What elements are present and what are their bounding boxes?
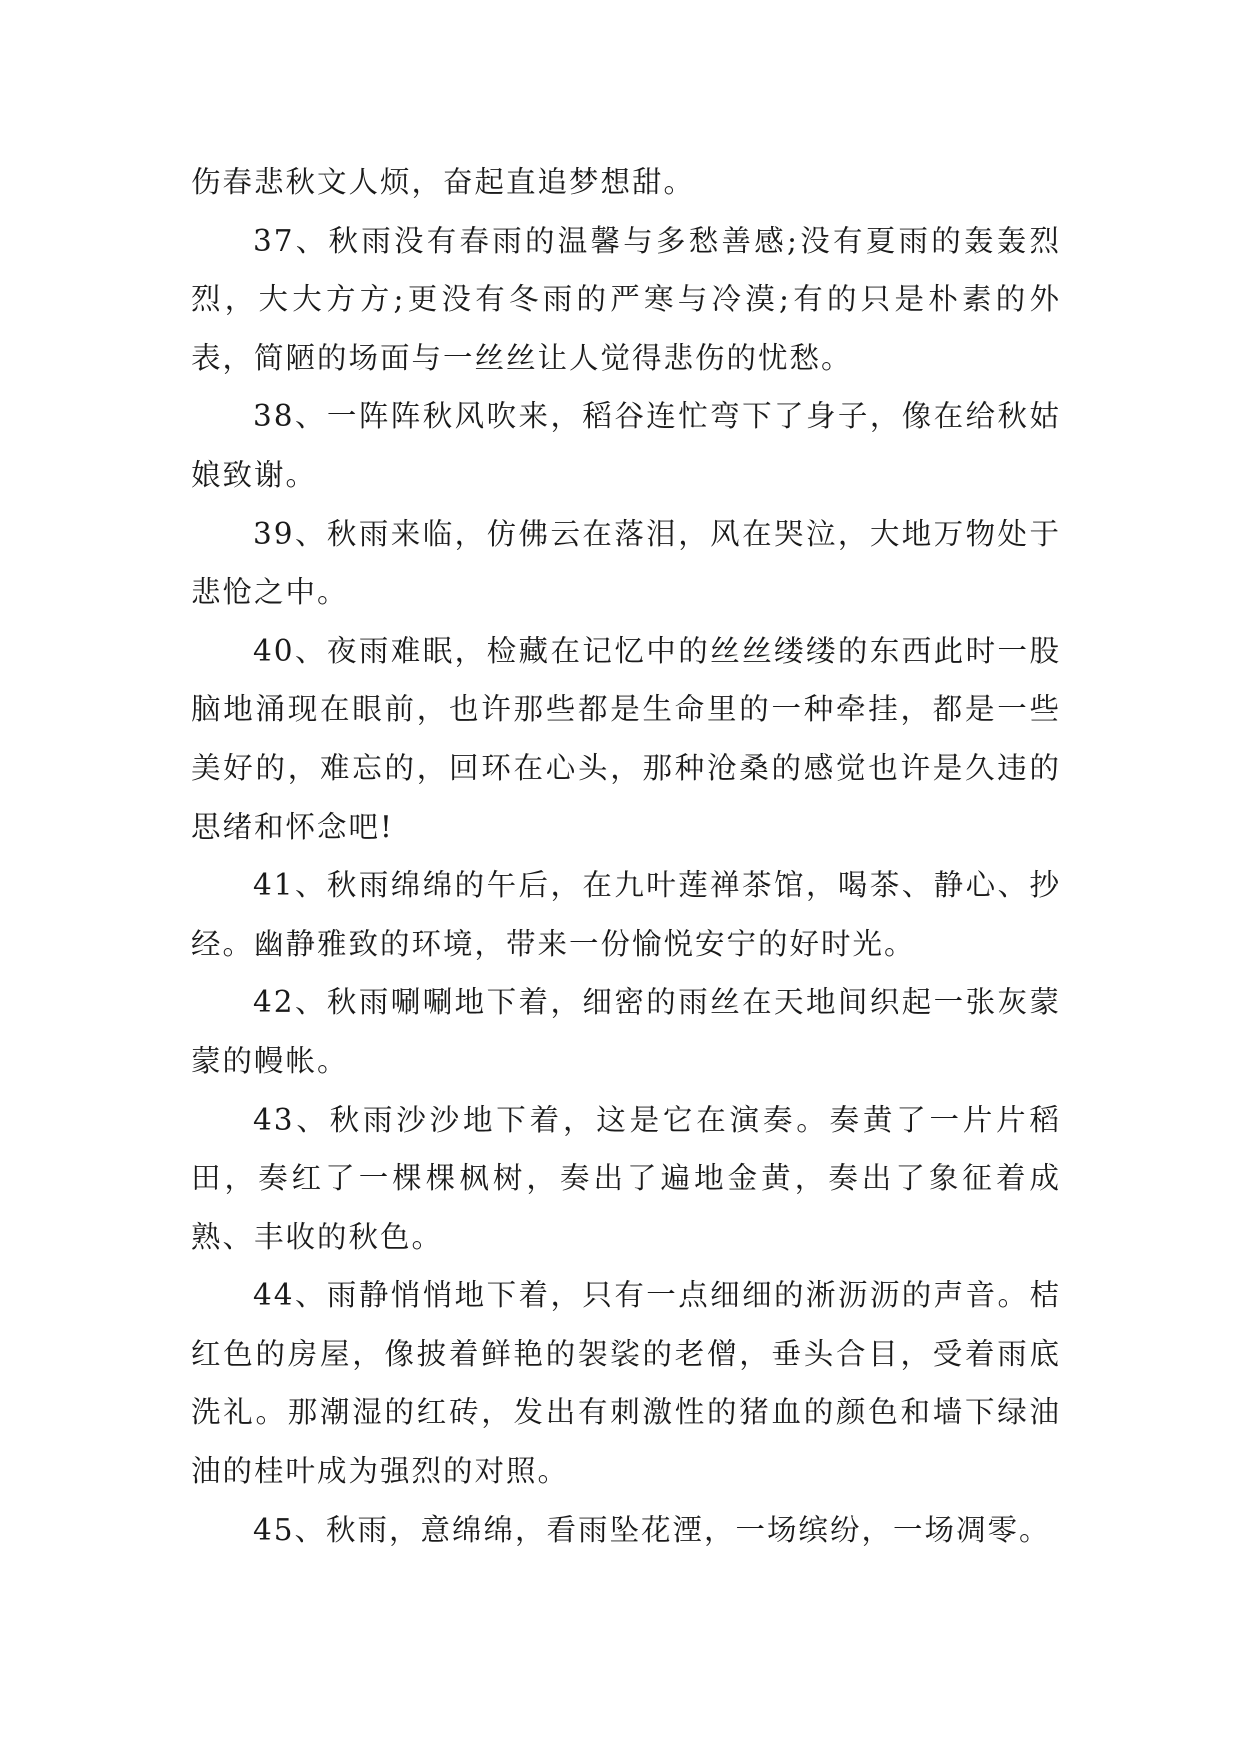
paragraph-41: 41、秋雨绵绵的午后，在九叶莲禅茶馆，喝茶、静心、抄经。幽静雅致的环境，带来一份愉悦安宁的好时光。: [191, 868, 1061, 961]
paragraph-38: 38、一阵阵秋风吹来，稻谷连忙弯下了身子，像在给秋姑娘致谢。: [191, 399, 1061, 492]
paragraph-44: 44、雨静悄悄地下着，只有一点细细的淅沥沥的声音。桔红色的房屋，像披着鲜艳的袈裟的老僧，垂头合目，受着雨底洗礼。那潮湿的红砖，发出有刺激性的猪血的颜色和墙下绿油油的桂叶成为强烈的对照。: [191, 1278, 1061, 1489]
document-body: [191, 153, 1061, 1559]
paragraph-45: 45、秋雨，意绵绵，看雨坠花湮，一场缤纷，一场凋零。: [253, 1512, 1051, 1547]
paragraph-37: 37、秋雨没有春雨的温馨与多愁善感;没有夏雨的轰轰烈烈，大大方方;更没有冬雨的严寒与冷漠;有的只是朴素的外表，简陋的场面与一丝丝让人觉得悲伤的忧愁。: [191, 223, 1061, 375]
paragraph-continuation: 伤春悲秋文人烦，奋起直追梦想甜。: [191, 165, 696, 199]
paragraph-39: 39、秋雨来临，仿佛云在落泪，风在哭泣，大地万物处于悲怆之中。: [191, 516, 1061, 610]
paragraph-43: 43、秋雨沙沙地下着，这是它在演奏。奏黄了一片片稻田，奏红了一棵棵枫树，奏出了遍地金黄，奏出了象征着成熟、丰收的秋色。: [191, 1102, 1061, 1254]
paragraph-42: 42、秋雨唰唰地下着，细密的雨丝在天地间织起一张灰蒙蒙的幔帐。: [191, 985, 1061, 1078]
paragraph-40: 40、夜雨难眠，检藏在记忆中的丝丝缕缕的东西此时一股脑地涌现在眼前，也许那些都是生命里的一种牵挂，都是一些美好的，难忘的，回环在心头，那种沧桑的感觉也许是久违的思绪和怀念吧!: [191, 633, 1061, 844]
